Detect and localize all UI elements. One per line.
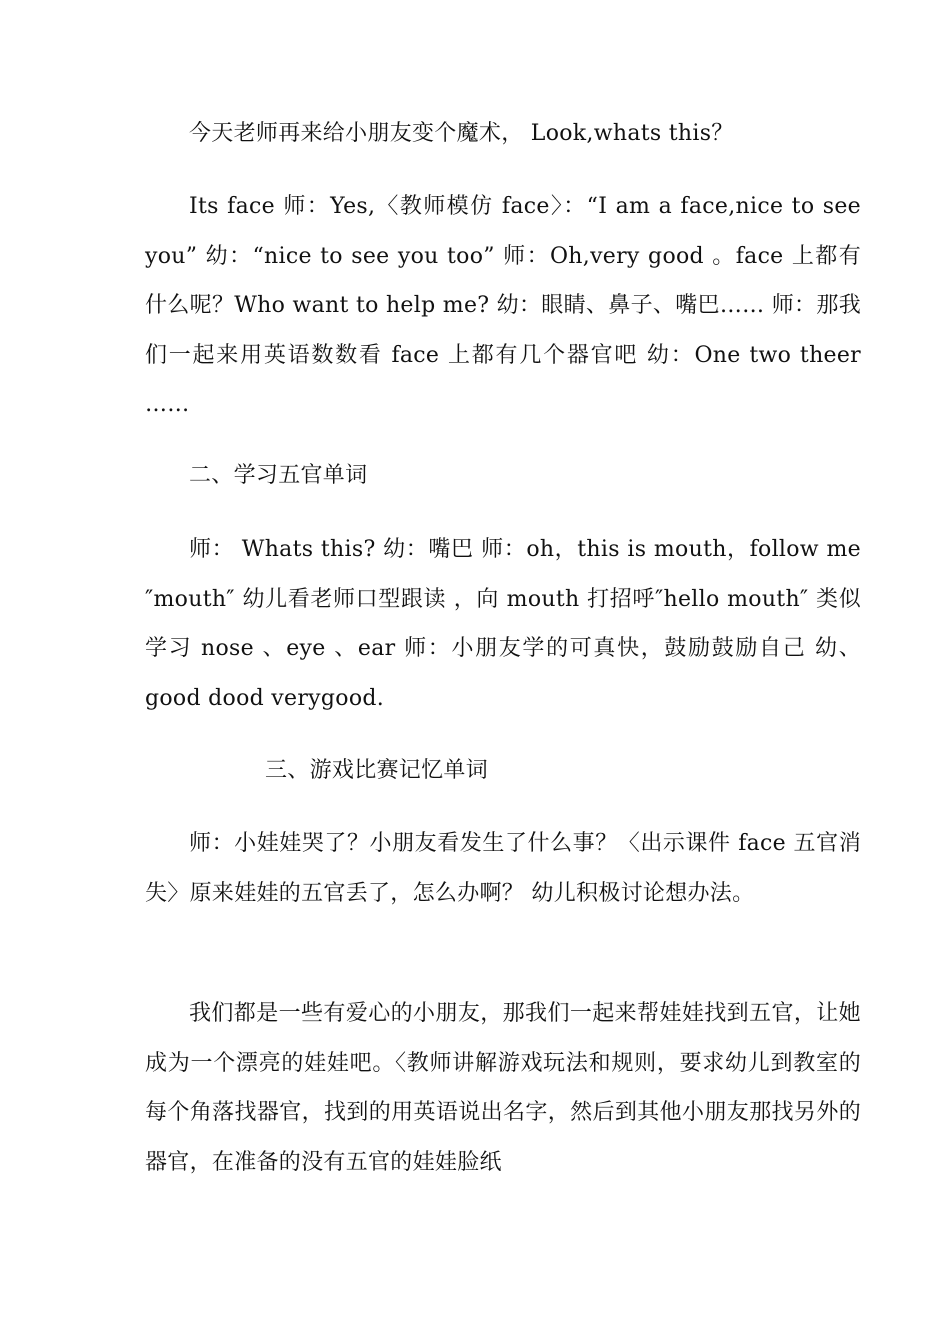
paragraph-intro: 今天老师再来给小朋友变个魔术， Look,whats this？ — [189, 121, 734, 146]
section-heading-game: 三、游戏比赛记忆单词 — [265, 758, 489, 783]
paragraph-game: 师：小娃娃哭了？小朋友看发生了什么事？〈出示课件 face 五官消失〉原来娃娃的五官丢了，怎么办啊？ 幼儿积极讨论想办法。 — [145, 831, 861, 906]
section-heading-learn-words: 二、学习五官单词 — [189, 463, 368, 488]
paragraph-words-dialogue: 师： Whats this? 幼：嘴巴 师：oh，this is mouth，follow me ″mouth″ 幼儿看老师口型跟读 ，向 mouth 打招呼″hello mouth″ 类似学习 nose 、eye 、ear 师：小朋友学的可真快，鼓励鼓励自己 幼、good dood verygood. — [145, 537, 861, 711]
paragraph-face-dialogue: Its face 师：Yes,〈教师模仿 face〉：“I am a face,nice to see you” 幼：“nice to see you too” 师：Oh,very good 。face 上都有什么呢？Who want to help me? 幼：眼睛、鼻子、嘴巴…… 师：那我们一起来用英语数数看 face 上都有几个器官吧 幼：One two theer …… — [145, 194, 861, 418]
paragraph-rules: 我们都是一些有爱心的小朋友，那我们一起来帮娃娃找到五官，让她成为一个漂亮的娃娃吧。〈教师讲解游戏玩法和规则，要求幼儿到教室的每个角落找器官，找到的用英语说出名字，然后到其他小朋友那找另外的器官，在准备的没有五官的娃娃脸纸 — [145, 1001, 861, 1175]
